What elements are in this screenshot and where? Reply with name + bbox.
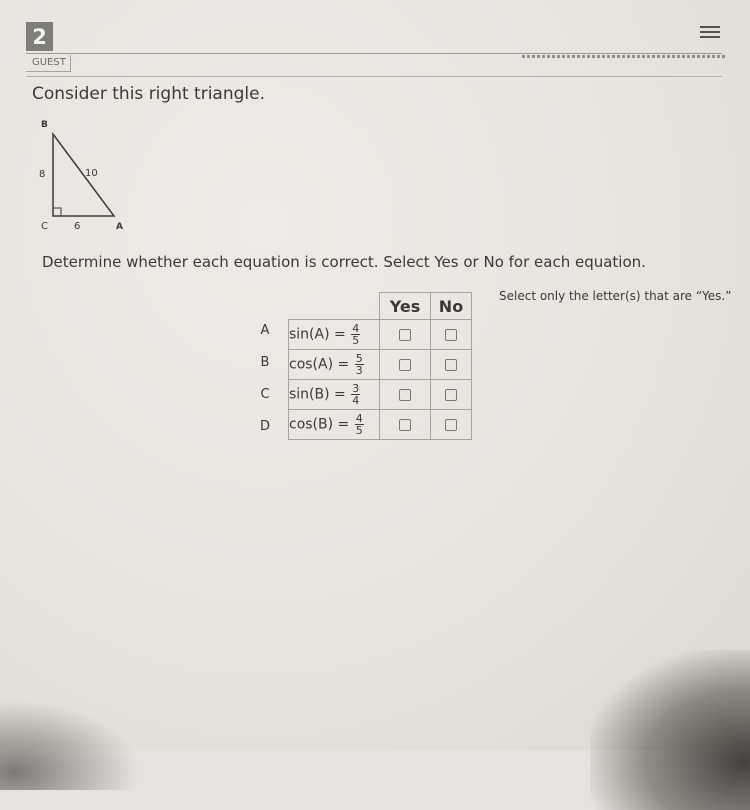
- fraction-numerator: 4: [355, 412, 363, 425]
- shadow-corner: [590, 650, 750, 810]
- yes-column-header: Yes: [380, 293, 431, 320]
- vertex-b-label: B: [41, 120, 48, 130]
- no-cell: [431, 350, 472, 380]
- vertex-c-label: C: [41, 221, 48, 232]
- table-row: [289, 380, 472, 410]
- equation-table: [288, 292, 472, 440]
- fraction-denominator: 5: [352, 334, 360, 347]
- header-blank: [289, 293, 380, 320]
- row-letter-a: A: [260, 323, 270, 338]
- guest-label: GUEST: [26, 55, 71, 72]
- yes-checkbox[interactable]: [399, 359, 411, 371]
- fraction-denominator: 3: [355, 364, 363, 377]
- right-triangle-diagram: [30, 112, 150, 237]
- yes-checkbox[interactable]: [399, 329, 411, 341]
- table-row: [289, 350, 472, 380]
- yes-cell: [380, 380, 431, 410]
- fraction-numerator: 4: [352, 322, 360, 335]
- triangle-shape: [53, 134, 114, 216]
- equation-fraction: [351, 383, 360, 406]
- yes-cell: [380, 320, 431, 350]
- yes-cell: [380, 410, 431, 440]
- equation-cell: [289, 380, 380, 410]
- row-letter-c: C: [260, 387, 270, 402]
- shadow-corner-left: [0, 700, 140, 790]
- equation-function: sin(B) =: [289, 386, 346, 403]
- yes-only-note: Select only the letter(s) that are “Yes.”: [499, 289, 732, 303]
- fraction-denominator: 4: [352, 394, 360, 407]
- no-cell: [431, 410, 472, 440]
- right-angle-marker: [53, 208, 61, 216]
- no-column-header: No: [431, 293, 472, 320]
- header-divider: [26, 53, 722, 54]
- table-row: [289, 320, 472, 350]
- no-cell: [431, 380, 472, 410]
- fraction-numerator: 3: [352, 382, 360, 395]
- hamburger-menu-icon[interactable]: [700, 26, 720, 40]
- no-checkbox[interactable]: [445, 359, 457, 371]
- equation-cell: [289, 410, 380, 440]
- row-letter-d: D: [259, 419, 270, 434]
- yes-checkbox[interactable]: [399, 389, 411, 401]
- progress-dots: [522, 55, 726, 58]
- side-ca-label: 6: [74, 221, 81, 232]
- row-letter-b: B: [260, 355, 270, 370]
- instructions: Determine whether each equation is correct. Select Yes or No for each equation.: [42, 253, 646, 271]
- equation-fraction: [351, 323, 360, 346]
- yes-cell: [380, 350, 431, 380]
- equation-function: sin(A) =: [289, 326, 346, 343]
- table-row: [289, 410, 472, 440]
- side-ab-label: 10: [85, 168, 98, 179]
- header-divider-secondary: [26, 76, 722, 77]
- no-checkbox[interactable]: [445, 419, 457, 431]
- equation-fraction: [355, 353, 364, 376]
- side-bc-label: 8: [39, 169, 46, 180]
- table-header-row: [289, 293, 472, 320]
- question-prompt: Consider this right triangle.: [32, 84, 265, 104]
- no-checkbox[interactable]: [445, 329, 457, 341]
- equation-cell: [289, 350, 380, 380]
- question-number-badge: 2: [26, 22, 53, 51]
- equation-function: cos(A) =: [289, 356, 350, 373]
- fraction-numerator: 5: [355, 352, 363, 365]
- equation-fraction: [355, 413, 364, 436]
- yes-checkbox[interactable]: [399, 419, 411, 431]
- equation-function: cos(B) =: [289, 416, 350, 433]
- vertex-a-label: A: [116, 222, 123, 232]
- no-cell: [431, 320, 472, 350]
- no-checkbox[interactable]: [445, 389, 457, 401]
- equation-cell: [289, 320, 380, 350]
- fraction-denominator: 5: [355, 424, 363, 437]
